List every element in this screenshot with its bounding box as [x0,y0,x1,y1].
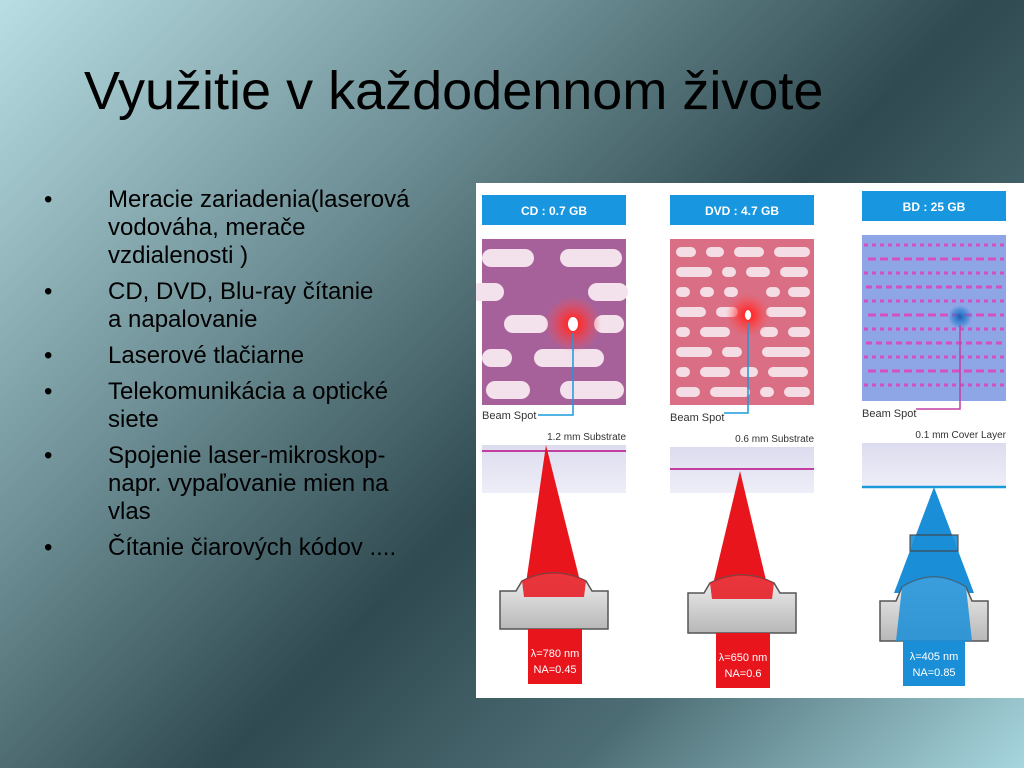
figure-svg [476,183,1024,698]
dvd-header-label: DVD : 4.7 GB [704,204,780,218]
cd-numerical-aperture: NA=0.45 [533,664,577,676]
bullet-dot: • [44,442,53,469]
cd-wavelength: λ=780 nm [530,648,580,660]
dvd-panel [670,195,814,688]
bd-numerical-aperture: NA=0.85 [912,667,956,679]
dvd-numerical-aperture: NA=0.6 [724,668,762,680]
cd-beam-label: Beam Spot [482,410,537,422]
bullet-item [40,378,470,434]
bd-laser-column [903,641,965,686]
bullet-dot: • [44,378,53,405]
bullet-item [40,534,470,562]
bd-beam-label: Beam Spot [862,408,917,420]
bullet-text: CD, DVD, Blu-ray čítanie a napalovanie [108,278,374,333]
dvd-wavelength: λ=650 nm [718,652,768,664]
bd-wavelength: λ=405 nm [909,651,959,663]
bullet-item [40,186,470,270]
bullet-text: Meracie zariadenia(laserová vodováha, merače vzdialenosti ) [108,186,410,269]
cd-substrate-label: 1.2 mm Substrate [547,432,626,443]
bullet-dot: • [44,342,53,369]
slide-title: Využitie v každodennom živote [84,61,824,121]
bullet-list [40,186,470,570]
bullet-item [40,342,470,370]
dvd-beam-label: Beam Spot [670,412,725,424]
bullet-item [40,442,470,526]
bullet-text: Telekomunikácia a optické siete [108,378,389,433]
bullet-text: Spojenie laser-mikroskop- napr. vypaľovanie mien na vlas [108,442,389,525]
bd-cover-layer [862,443,1006,487]
bullet-item [40,278,470,334]
bullet-dot: • [44,186,53,213]
bd-panel [862,191,1007,686]
bd-substrate-label: 0.1 mm Cover Layer [915,430,1006,441]
optical-disc-comparison-figure [476,183,1024,698]
bullet-dot: • [44,278,53,305]
dvd-substrate-label: 0.6 mm Substrate [735,434,814,445]
bullet-dot: • [44,534,53,561]
bullet-text: Laserové tlačiarne [108,342,305,369]
cd-panel [476,195,628,684]
bd-header-label: BD : 25 GB [902,200,966,214]
cd-header-label: CD : 0.7 GB [520,204,588,218]
bullet-text: Čítanie čiarových kódov .... [108,534,397,561]
